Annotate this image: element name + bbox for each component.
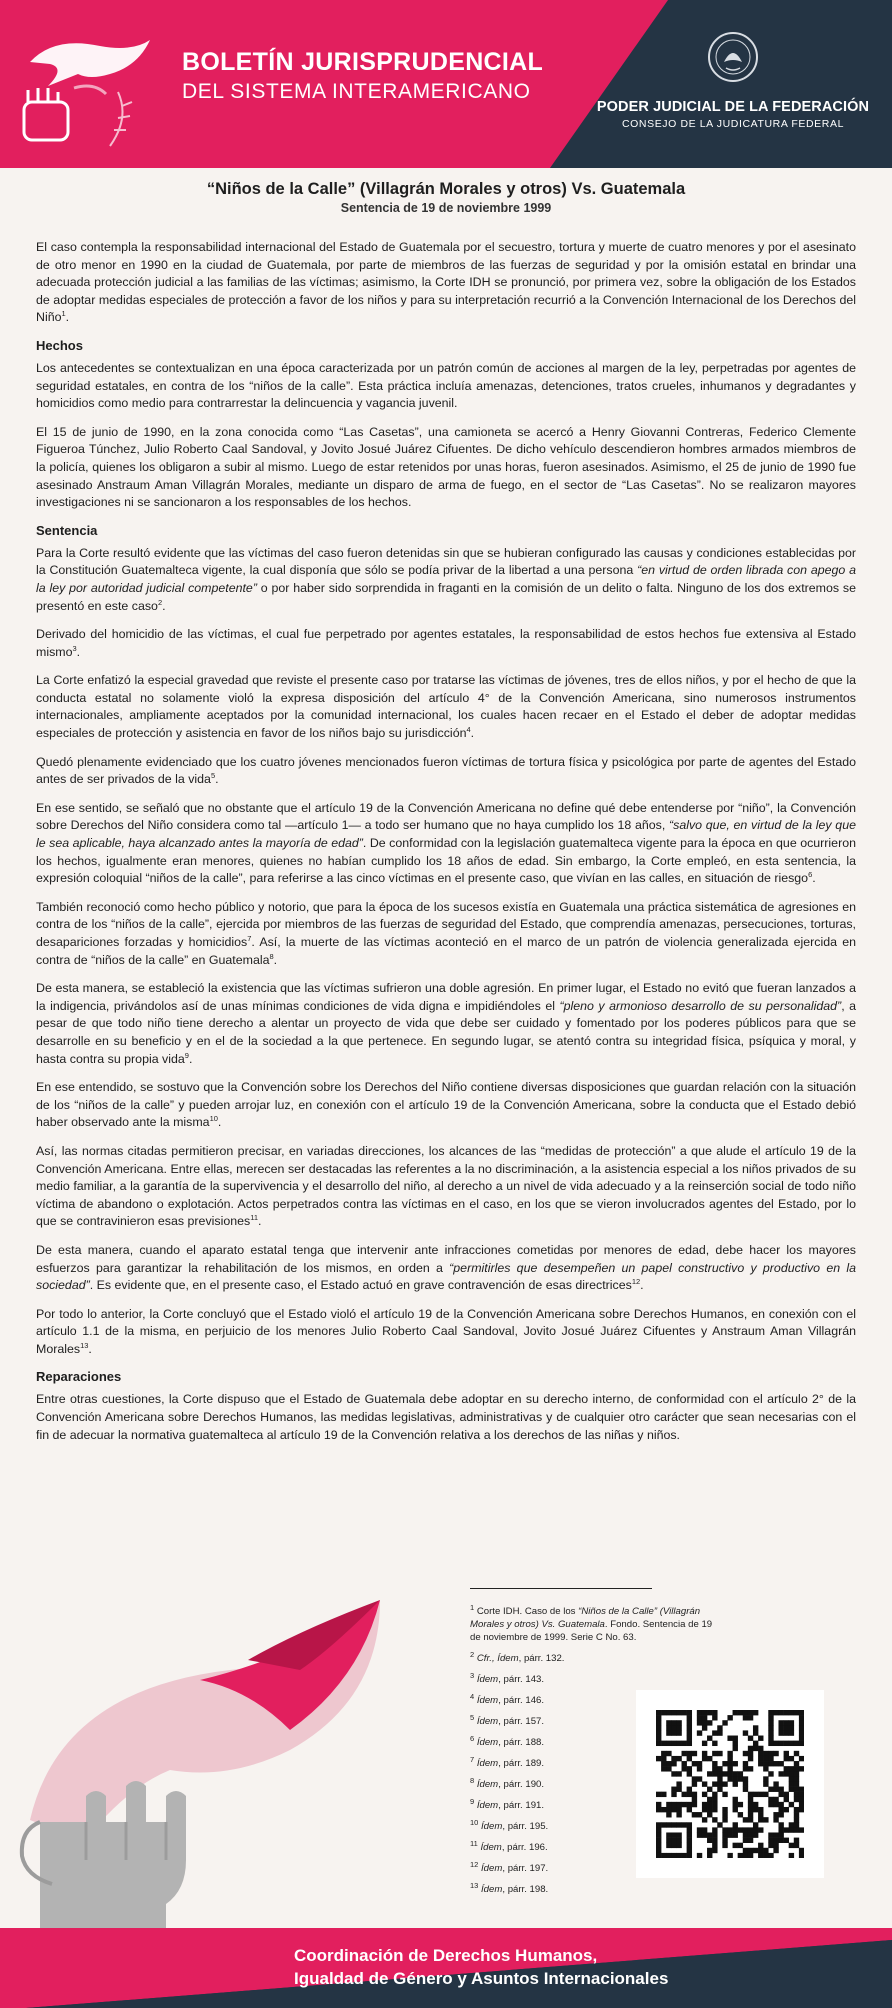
qr-code-icon	[656, 1710, 804, 1858]
footnote: $^{12}$ Ídem, párr. 197.	[470, 1859, 549, 1874]
case-date: Sentencia de 19 de noviembre 1999	[340, 201, 552, 215]
footer-text	[294, 1944, 668, 1990]
sentencia-paragraph: En ese sentido, se señaló que no obstante que el artículo 19 de la Convención Americana no define qué debe entenderse por “niño”, la Convención sobre Derechos del Niño considera como tal —artículo 1— a todo ser humano que no haya cumplido los 18 años, “salvo que, en virtud de la ley que le sea aplicable, haya alcanzado antes la mayoría de edad”. De conformidad con la legislación guatemalteca vigente para la época en que ocurrieron los hechos, igualmente eran menores, quienes no habían cumplido los 18 años de edad. Sin embargo, la Corte empleó, en esta sentencia, la expresión coloquial “niños de la calle”, para referirse a las cinco víctimas en el presente caso, que vivían en las calles, en situación de riesgo$^6$.	[36, 800, 856, 886]
footnote: $^6$ Ídem, párr. 188.	[470, 1733, 545, 1748]
footnote: $^3$ Ídem, párr. 143.	[470, 1670, 545, 1685]
footnote: $^9$ Ídem, párr. 191.	[470, 1796, 545, 1811]
footnote: $^8$ Ídem, párr. 190.	[470, 1775, 545, 1790]
mexican-eagle-seal-icon	[706, 30, 760, 84]
qr-code[interactable]	[636, 1690, 824, 1878]
bulletin-title-block	[182, 48, 543, 104]
bulletin-content	[36, 176, 856, 1455]
footnote: $^{11}$ Ídem, párr. 196.	[470, 1838, 548, 1853]
intro-paragraph: El caso contempla la responsabilidad internacional del Estado de Guatemala por el secuestro, tortura y muerte de cuatro menores y por el asesinato de otro menor en 1990 en la ciudad de Guatemala, por parte de miembros de las fuerzas de seguridad y por la omisión estatal en brindar una adecuada protección judicial a las familias de las víctimas; asimismo, la Corte IDH se pronunció, por primera vez, sobre la obligación de los Estados de adoptar medidas especiales de protección a favor de los niños y para su interpretación recurrió a la Convención Internacional de los Derechos del Niño$^1$.	[36, 240, 856, 325]
footnote-divider	[470, 1588, 652, 1589]
institution-name: PODER JUDICIAL DE LA FEDERACIÓN	[596, 99, 870, 115]
sentencia-paragraph: De esta manera, cuando el aparato estatal tenga que intervenir ante infracciones cometidas por menores de edad, debe hacer los mayores esfuerzos para garantizar la rehabilitación de los mismos, en orden a “permitirles que desempeñen un papel constructivo y productivo en la sociedad”. Es evidente que, en el presente caso, el Estado actuó en grave contravención de esas directrices$^{12}$.	[36, 1242, 857, 1293]
sentencia-paragraph: De esta manera, se estableció la existencia que las víctimas sufrieron una doble agresión. En primer lugar, el Estado no evitó que fueran lanzados a la indigencia, privándolos así de unas mínimas condiciones de vida digna e impidiéndoles el “pleno y armonioso desarrollo de su personalidad”, a pesar de que todo niño tiene derecho a alentar un proyecto de vida que debe ser cuidado y fomentado por los poderes públicos para que se desarrolle en su beneficio y en el de la sociedad a la que pertenece. En segundo lugar, se atentó contra su integridad física, psíquica y moral, y hasta contra su propia vida$^9$.	[36, 981, 856, 1066]
case-title: “Niños de la Calle” (Villagrán Morales y otros) Vs. Guatemala	[206, 180, 686, 198]
hechos-paragraph: Los antecedentes se contextualizan en una época caracterizada por un patrón común de acciones al margen de la ley, perpetradas por agentes de seguridad estatales, en contra de los “niños de la calle”. Esta práctica incluía amenazas, detenciones, tratos crueles, inhumanos y degradantes y homicidios como medio para contrarrestar la delincuencia y vagancia juvenil.	[36, 360, 856, 411]
sentencia-paragraph: En ese entendido, se sostuvo que la Convención sobre los Derechos del Niño contiene diversas disposiciones que guardan relación con la situación de los “niños de la calle” y pueden arrojar luz, en conexión con el artículo 19 de la Convención Americana, sobre la conducta que el Estado debió haber observado ante la misma$^{10}$.	[36, 1080, 856, 1130]
footnote: $^4$ Ídem, párr. 146.	[470, 1691, 545, 1706]
reparaciones-paragraph: Entre otras cuestiones, la Corte dispuso que el Estado de Guatemala debe adoptar en su derecho interno, de conformidad con el artículo 2° de la Convención Americana sobre Derechos Humanos, las medidas legislativas, administrativas y de cualquier otro carácter que sean necesarias con el fin de adecuar la normativa guatemalteca al artículo 19 de la Convención relativa a los derechos de las niñas y niños.	[36, 1392, 856, 1442]
sentencia-paragraph: Derivado del homicidio de las víctimas, el cual fue perpetrado por agentes estatales, la responsabilidad de estos hechos fue extensiva al Estado mismo$^3$.	[36, 627, 856, 659]
hechos-paragraph: El 15 de junio de 1990, en la zona conocida como “Las Casetas”, una camioneta se acercó a Henry Giovanni Contreras, Federico Clemente Figueroa Túnchez, Julio Roberto Caal Sandoval, y Jovito Josué Juárez Cifuentes. De dicho vehículo descendieron hombres armados miembros de la policía, quienes los obligaron a subir al mismo. Luego de estar retenidos por unas horas, fueron asesinados. Asimismo, el 25 de junio de 1990 fue asesinado Anstraum Aman Villagrán Morales, mediante un disparo de arma de fuego, en el sector de “Las Casetas”. No se realizaron mayores investigaciones ni se sancionaron a los responsables de los hechos.	[36, 424, 856, 510]
institution-subname: CONSEJO DE LA JUDICATURA FEDERAL	[621, 118, 845, 130]
sentencia-paragraph: Por todo lo anterior, la Corte concluyó que el Estado violó el artículo 19 de la Convención Americana sobre Derechos Humanos, en conexión con el artículo 1.1 de la misma, en perjuicio de los menores Julio Roberto Caal Sandoval, Jovito Josué Juárez Cifuentes y Anstraum Aman Villagrán Morales$^{13}$.	[36, 1306, 856, 1356]
footnote: $^{13}$ Ídem, párr. 198.	[470, 1880, 549, 1895]
footnote: $^{10}$ Ídem, párr. 195.	[470, 1817, 549, 1832]
sentencia-paragraph: Así, las normas citadas permitieron precisar, en variadas direcciones, los alcances de las “medidas de protección” a que alude el artículo 19 de la Convención Americana. Entre ellas, merecen ser destacadas las referentes a la no discriminación, a la asistencia especial a los niños privados de su medio familiar, a la garantía de la supervivencia y el desarrollo del niño, al derecho a un nivel de vida adecuado y a la reinserción social de todo niño víctima de abandono o explotación. Actos perpetrados contra las víctimas en el caso, en los que se vieron involucrados agentes del Estado, por lo que se contravinieron esas previsiones$^{11}$.	[36, 1143, 856, 1229]
sentencia-paragraph: También reconoció como hecho público y notorio, que para la época de los sucesos existía en Guatemala una práctica sistemática de agresiones en contra de los “niños de la calle”, ejercida por miembros de las fuerzas de seguridad del Estado, que comprendía amenazas, persecuciones, torturas, desapariciones forzadas y homicidios$^7$. Así, la muerte de las víctimas aconteció en el marco de un patrón de violencia generalizada ejercida en contra de “niños de la calle” en Guatemala$^8$.	[36, 899, 856, 967]
footnote: $^5$ Ídem, párr. 157.	[470, 1712, 545, 1727]
sentencia-paragraph: La Corte enfatizó la especial gravedad que reviste el presente caso por tratarse las víctimas de jóvenes, tres de ellos niños, y por el hecho de que la conducta estatal no solamente violó la expresa disposición del artículo 4° de la Convención Americana, sino numerosos instrumentos internacionales, ampliamente aceptados por la comunidad internacional, los cuales hacen recaer en el Estado el deber de adoptar medidas especiales de protección y asistencia en favor de los niños bajo su jurisdicción$^4$.	[36, 673, 856, 741]
fist-dove-illustration-icon	[0, 1560, 440, 1930]
institution-block	[588, 30, 878, 130]
sentencia-paragraph: Para la Corte resultó evidente que las víctimas del caso fueron detenidas sin que se hubieran configurado las causas y condiciones establecidas por la Constitución Guatemalteca vigente, la cual disponía que sólo se podía privar de la libertad a una persona “en virtud de orden librada con apego a la ley por autoridad judicial competente” o por haber sido sorprendida in fraganti en la comisión de un delito o falta. Ninguno de los dos extremos se presentó en este caso$^2$.	[36, 545, 856, 613]
footnote: $^1$ Corte IDH. Caso de los “Niños de la Calle” (Villagrán Morales y otros) Vs. Guatemala. Fondo. Sentencia de 19 de noviembre de 1999. Serie C No. 63.	[470, 1602, 713, 1643]
header-banner	[0, 0, 892, 168]
section-heading-hechos: Hechos	[36, 337, 83, 353]
footnote: $^7$ Ídem, párr. 189.	[470, 1754, 545, 1769]
section-heading-sentencia: Sentencia	[36, 522, 98, 538]
sentencia-paragraph: Quedó plenamente evidenciado que los cuatro jóvenes mencionados fueron víctimas de tortura física y psicológica por parte de agentes del Estado antes de ser privados de la vida$^5$.	[36, 754, 856, 787]
footer-line-1: Coordinación de Derechos Humanos,	[294, 1946, 598, 1965]
bulletin-subtitle: DEL SISTEMA INTERAMERICANO	[182, 80, 531, 103]
section-heading-reparaciones: Reparaciones	[36, 1369, 122, 1385]
footer-banner	[0, 1928, 892, 2008]
bulletin-title: BOLETÍN JURISPRUDENCIAL	[182, 48, 544, 76]
footer-line-2: Igualdad de Género y Asuntos Internacionales	[294, 1969, 669, 1988]
footnote: $^2$ Cfr., Ídem, párr. 132.	[470, 1649, 565, 1664]
fist-dove-logo-icon	[14, 22, 174, 152]
